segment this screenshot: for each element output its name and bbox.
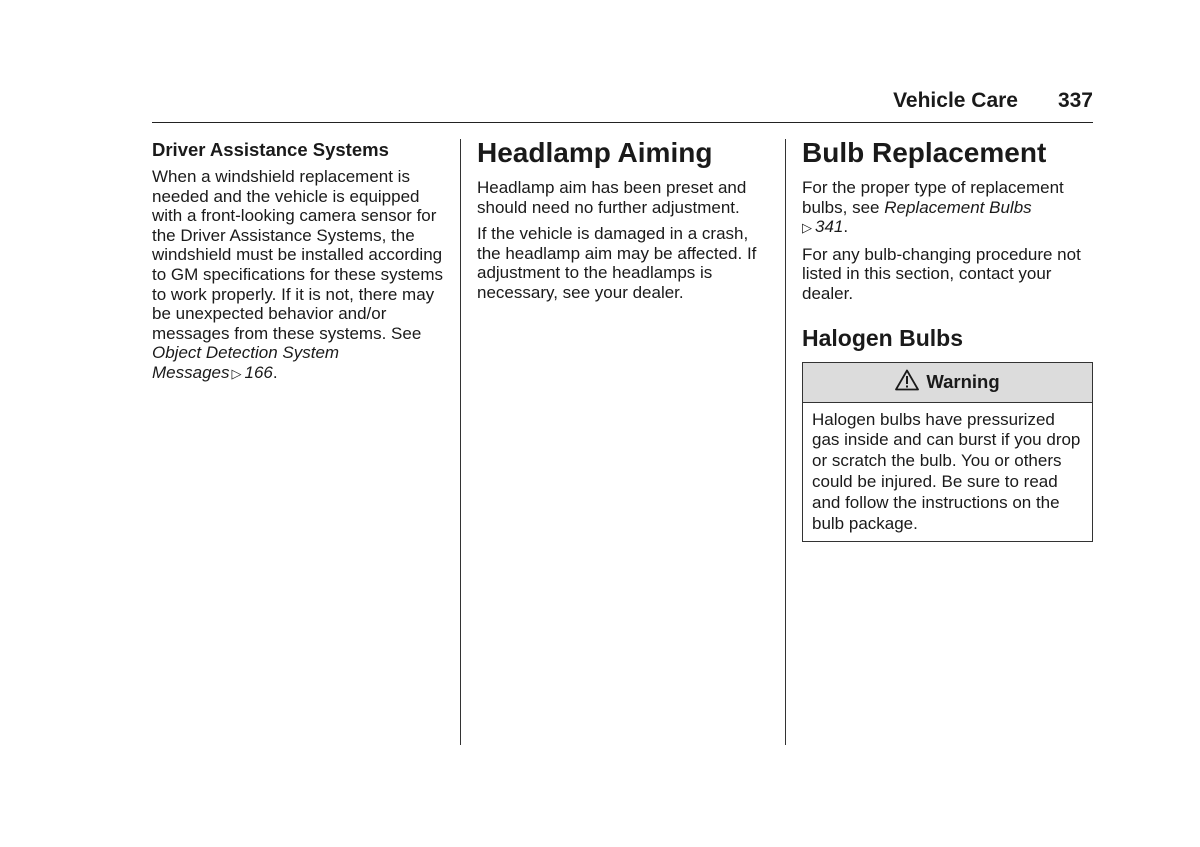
warning-title: Warning — [926, 371, 1000, 393]
page-header — [152, 88, 1093, 123]
bulb-type-paragraph — [802, 178, 1093, 238]
column-divider — [785, 139, 786, 745]
headlamp-aiming-heading: Headlamp Aiming — [477, 137, 713, 168]
column-right — [802, 137, 1093, 542]
page-number: 337 — [1057, 89, 1093, 112]
page-reference-number[interactable]: 166 — [244, 362, 273, 382]
warning-box — [802, 362, 1093, 543]
warning-header — [803, 363, 1092, 403]
paragraph-text: When a windshield replacement is needed and the vehicle is equipped with a front-looking camera sensor for the Driver Assistance Systems, the windshield must be installed according to GM specifications for these systems to work properly. If it is not, there may be unexpected behavior and/or messages from these systems. See — [152, 167, 443, 343]
column-left — [152, 137, 444, 391]
warning-body — [803, 403, 1092, 542]
headlamp-paragraph: If the vehicle is damaged in a crash, the headlamp aim may be affected. If adjustment to the headlamps is necessary, see your dealer. — [477, 224, 757, 302]
bulb-procedure-paragraph: For any bulb-changing procedure not listed in this section, contact your dealer. — [802, 244, 1081, 303]
page-reference-icon: ▷ — [231, 365, 242, 381]
replacement-bulbs-reference-link[interactable]: Replacement Bulbs — [884, 197, 1032, 217]
warning-triangle-icon — [895, 369, 919, 391]
bulb-replacement-heading: Bulb Replacement — [802, 137, 1047, 168]
windshield-paragraph — [152, 167, 444, 384]
page-reference-number[interactable]: 341 — [815, 217, 844, 237]
object-detection-reference-link[interactable]: Object Detection System Messages — [152, 343, 340, 382]
warning-text: Halogen bulbs have pressurized gas inside and can burst if you drop or scratch the bulb. You or others could be injured. Be sure to read and follow the instructions on the bulb package. — [812, 409, 1081, 533]
paragraph-text: For the proper type of replacement bulbs, see — [802, 178, 1064, 217]
paragraph-suffix: . — [272, 362, 278, 382]
column-divider — [460, 139, 461, 745]
headlamp-paragraph: Headlamp aim has been preset and should need no further adjustment. — [477, 178, 747, 217]
section-title: Vehicle Care — [893, 89, 1018, 112]
paragraph-suffix: . — [843, 217, 849, 237]
halogen-bulbs-subheading: Halogen Bulbs — [802, 324, 964, 351]
column-middle — [477, 137, 769, 310]
page-reference-icon: ▷ — [802, 220, 812, 236]
driver-assistance-subheading: Driver Assistance Systems — [152, 139, 389, 160]
